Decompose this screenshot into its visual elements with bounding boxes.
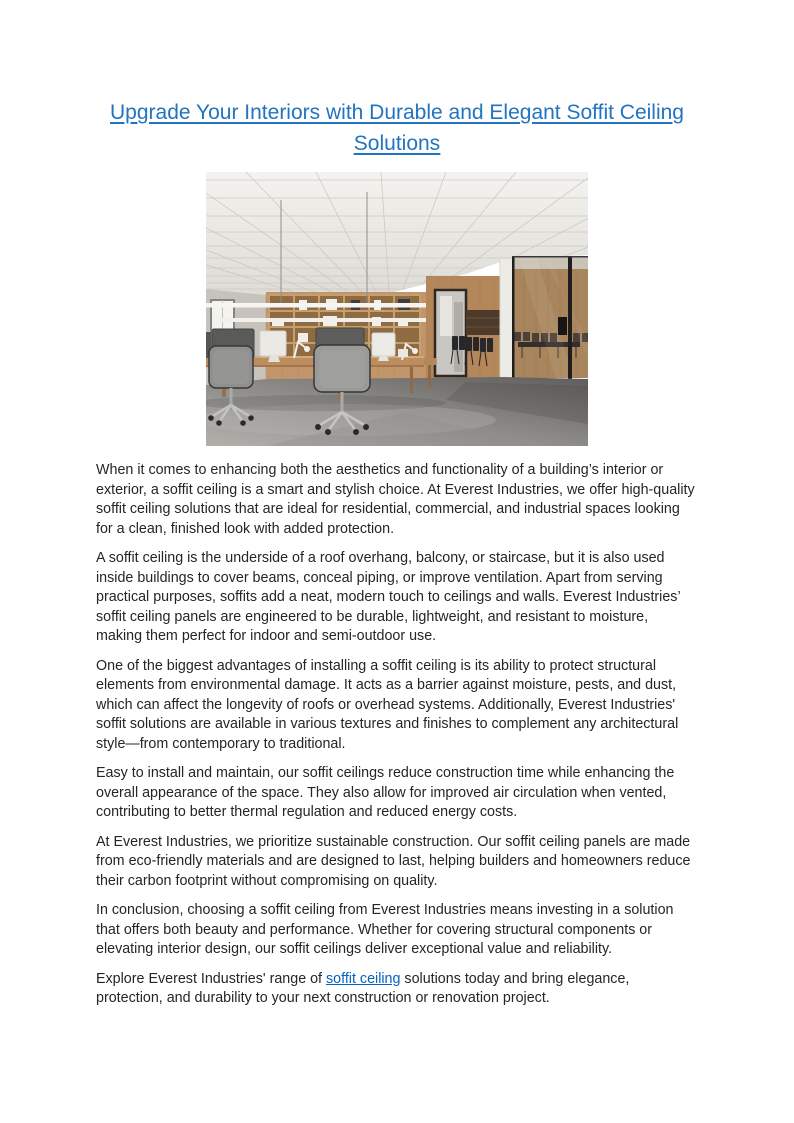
paragraph-4: Easy to install and maintain, our soffit ceilings reduce construction time while enhancing the overall appearance of the space. They also allow for improved air circulation when vented, contributing to better thermal regulation and reduced energy costs. (96, 765, 675, 820)
glass-frame-post (568, 256, 572, 380)
paragraph-3: One of the biggest advantages of installing a soffit ceiling is its ability to protect structural elements from environmental damage. It acts as a barrier against moisture, pests, and dust, which can affect the longevity of roofs or overhead systems. Additionally, Everest Industries' soffit solutions are available in various textures and finishes to complement any architectural style—from contemporary to traditional. (96, 657, 679, 752)
article-body (96, 461, 698, 1009)
paragraph-6: In conclusion, choosing a soffit ceiling from Everest Industries means investing in a solution that offers both beauty and performance. Whether for covering structural components or elevating interior design, our soffit ceilings deliver exceptional value and reliability. (96, 902, 674, 957)
white-column (500, 259, 512, 378)
closing-text-before: Explore Everest Industries' range of (96, 970, 327, 987)
soffit-ceiling-link[interactable]: soffit ceiling (326, 970, 401, 987)
closing-text-after: solutions today and bring elegance, protection, and durability to your next construction or renovation project. (96, 970, 630, 1006)
glass-meeting-room (512, 256, 588, 380)
paragraph-closing (96, 970, 698, 1009)
glass-frame-post (512, 256, 515, 378)
paragraph-2: A soffit ceiling is the underside of a roof overhang, balcony, or staircase, but it is also used inside buildings to cover beams, conceal piping, or improve ventilation. Apart from serving practical purposes, soffits add a neat, modern touch to ceilings and walls. Everest Industries’ soffit ceiling panels are engineered to be durable, lightweight, and resistant to moisture, making them perfect for indoor and semi-outdoor use. (96, 550, 681, 644)
linear-light-bar (220, 318, 442, 322)
page-title (96, 0, 698, 159)
title-link[interactable]: Upgrade Your Interiors with Durable and Elegant Soffit Ceiling Solutions (110, 101, 684, 155)
paragraph-1: When it comes to enhancing both the aesthetics and functionality of a building’s interior or exterior, a soffit ceiling is a smart and stylish choice. At Everest Industries, we offer high-quality soffit ceiling solutions that are ideal for residential, commercial, and industrial spaces looking for a clean, finished look with added protection. (96, 462, 695, 537)
paragraph-5: At Everest Industries, we prioritize sustainable construction. Our soffit ceiling panels are made from eco-friendly materials and are designed to last, helping builders and homeowners reduce their carbon footprint without compromising on quality. (96, 833, 691, 889)
office-interior-illustration (206, 172, 588, 446)
speaker (558, 317, 567, 335)
office-interior-image (206, 172, 588, 446)
linear-light-bar (206, 303, 444, 308)
